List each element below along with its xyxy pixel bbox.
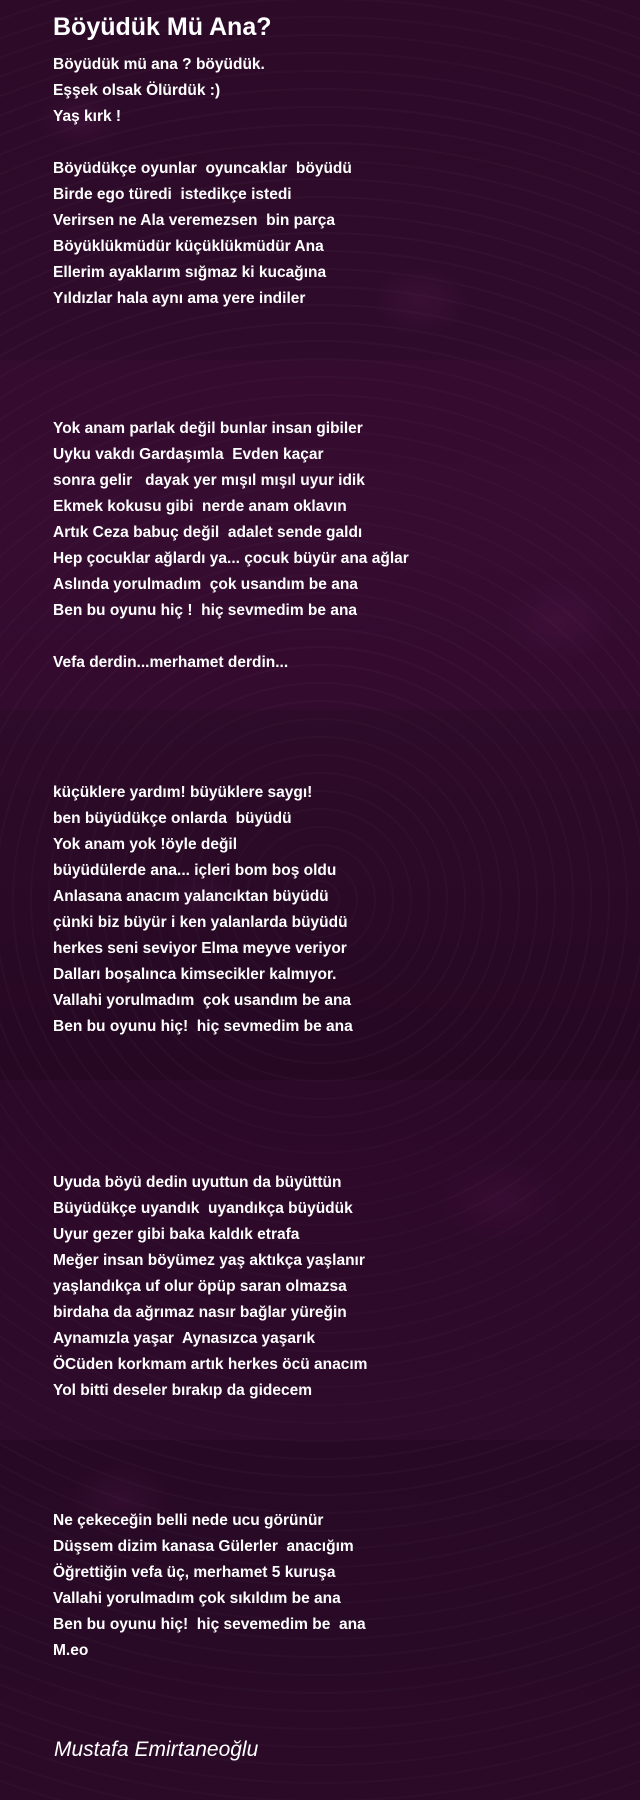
poem-blank-line	[53, 338, 623, 364]
poem-line: Vallahi yorulmadım çok sıkıldım be ana	[53, 1590, 341, 1607]
poem-line: Vefa derdin...merhamet derdin...	[53, 654, 289, 671]
poem-line: Eşşek olsak Ölürdük :)	[53, 82, 221, 99]
poem-line: Yok anam yok !öyle değil	[53, 836, 238, 853]
poem-line: Anlasana anacım yalancıktan büyüdü	[53, 888, 329, 905]
poem-blank-line	[53, 676, 623, 702]
poem-line: Yok anam parlak değil bunlar insan gibiler	[53, 420, 363, 437]
poem-blank-line	[53, 1456, 623, 1482]
poem-line: büyüdülerde ana... içleri bom boş oldu	[53, 862, 337, 879]
poem-blank-line	[53, 702, 623, 728]
poem-body	[53, 52, 623, 1664]
poem-blank-line	[53, 390, 623, 416]
poem-line: Verirsen ne Ala veremezsen bin parça	[53, 212, 336, 229]
poem-line: çünki biz büyür i ken yalanlarda büyüdü	[53, 914, 348, 931]
poem-line: Aslında yorulmadım çok usandım be ana	[53, 576, 358, 593]
poem-line: Hep çocuklar ağlardı ya... çocuk büyür ana ağlar	[53, 550, 409, 567]
poem-line: yaşlandıkça uf olur öpüp saran olmazsa	[53, 1278, 347, 1295]
poem-title: Böyüdük Mü Ana?	[53, 13, 272, 41]
poem-line: Meğer insan böyümez yaş aktıkça yaşlanır	[53, 1252, 365, 1269]
poem-line: küçüklere yardım! büyüklere saygı!	[53, 784, 313, 801]
poem-line: Yıldızlar hala aynı ama yere indiler	[53, 290, 306, 307]
poem-line: herkes seni seviyor Elma meyve veriyor	[53, 940, 347, 957]
poem-blank-line	[53, 1482, 623, 1508]
poem-blank-line	[53, 624, 623, 650]
poem-line: Uyuda böyü dedin uyuttun da büyüttün	[53, 1174, 342, 1191]
poem-line: Aynamızla yaşar Aynasızca yaşarık	[53, 1330, 315, 1347]
poem-line: birdaha da ağrımaz nasır bağlar yüreğin	[53, 1304, 347, 1321]
poem-line: ben büyüdükçe onlarda büyüdü	[53, 810, 292, 827]
poem-line: Ben bu oyunu hiç! hiç sevmedim be ana	[53, 1018, 353, 1035]
poem-blank-line	[53, 1066, 623, 1092]
poem-line: Ben bu oyunu hiç! hiç sevemedim be ana	[53, 1616, 366, 1633]
poem-line: Böyüklükmüdür küçüklükmüdür Ana	[53, 238, 324, 255]
poem-blank-line	[53, 1092, 623, 1118]
poem-blank-line	[53, 130, 623, 156]
poem-line: Böyüdükçe oyunlar oyuncaklar böyüdü	[53, 160, 352, 177]
poem-line: M.eo	[53, 1642, 89, 1659]
poem-blank-line	[53, 754, 623, 780]
poem-line: Öğrettiğin vefa üç, merhamet 5 kuruşa	[53, 1564, 336, 1581]
poem-blank-line	[53, 1118, 623, 1144]
poem-blank-line	[53, 1040, 623, 1066]
poem-line: Dalları boşalınca kimsecikler kalmıyor.	[53, 966, 337, 983]
poem-line: Uyku vakdı Gardaşımla Evden kaçar	[53, 446, 324, 463]
poem-blank-line	[53, 1404, 623, 1430]
poem-line: Uyur gezer gibi baka kaldık etrafa	[53, 1226, 300, 1243]
poem-line: sonra gelir dayak yer mışıl mışıl uyur idik	[53, 472, 365, 489]
poem-blank-line	[53, 728, 623, 754]
poem-blank-line	[53, 1144, 623, 1170]
poem-line: Ellerim ayaklarım sığmaz ki kucağına	[53, 264, 327, 281]
poem-author: Mustafa Emirtaneoğlu	[54, 1738, 259, 1761]
poem-line: Yol bitti deseler bırakıp da gidecem	[53, 1382, 312, 1399]
poem-line: Vallahi yorulmadım çok usandım be ana	[53, 992, 352, 1009]
poem-line: Ekmek kokusu gibi nerde anam oklavın	[53, 498, 347, 515]
poem-line: Birde ego türedi istedikçe istedi	[53, 186, 292, 203]
poem-line: Düşsem dizim kanasa Gülerler anacığım	[53, 1538, 354, 1555]
poem-line: ÖCüden korkmam artık herkes öcü anacım	[53, 1356, 368, 1373]
poem-line: Ne çekeceğin belli nede ucu görünür	[53, 1512, 324, 1529]
poem-line: Büyüdükçe uyandık uyandıkça büyüdük	[53, 1200, 353, 1217]
poem-blank-line	[53, 364, 623, 390]
poem-blank-line	[53, 1430, 623, 1456]
poem-blank-line	[53, 312, 623, 338]
poem-line: Artık Ceza babuç değil adalet sende galdı	[53, 524, 363, 541]
poem-line: Böyüdük mü ana ? böyüdük.	[53, 56, 265, 73]
poem-line: Ben bu oyunu hiç ! hiç sevmedim be ana	[53, 602, 358, 619]
poem-line: Yaş kırk !	[53, 108, 122, 125]
